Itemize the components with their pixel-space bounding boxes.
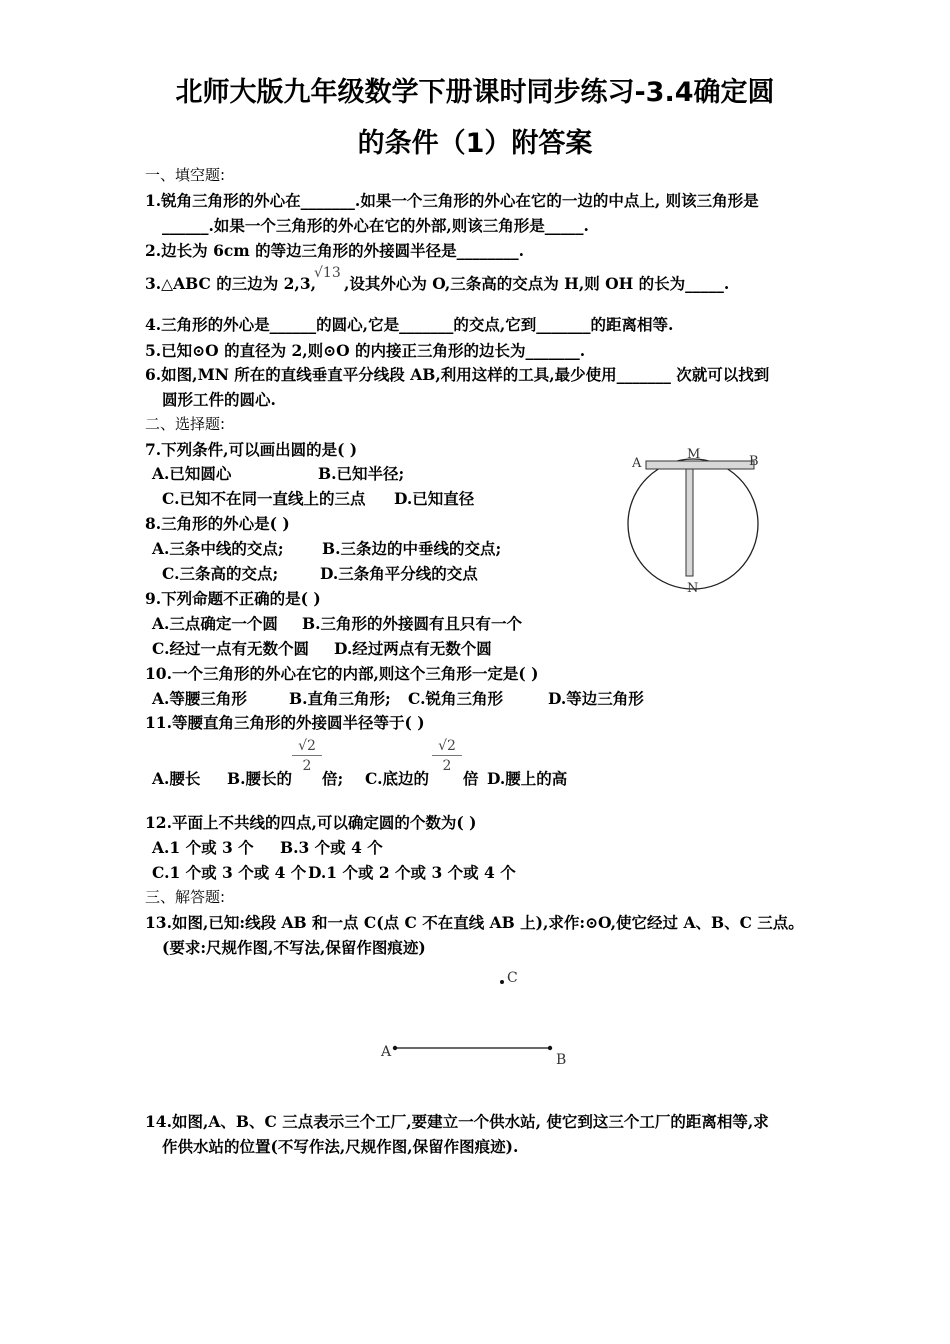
fraction-sqrt2-over-2: $\frac{√2}{2}$ bbox=[432, 738, 462, 774]
t-square-stem bbox=[686, 469, 693, 576]
q10-option-a: A.等腰三角形 bbox=[152, 689, 247, 708]
question-13-line1: 13.如图,已知:线段 AB 和一点 C(点 C 不在直线 AB 上),求作:⊙O,使它经过 A、B、C 三点。 bbox=[145, 913, 804, 932]
figure-segment-ab-point-c bbox=[375, 962, 575, 1072]
q12-option-c: C.1 个或 3 个或 4 个 bbox=[152, 863, 307, 882]
q9-option-a: A.三点确定一个圆 bbox=[152, 614, 278, 633]
q8-option-d: D.三条角平分线的交点 bbox=[320, 564, 478, 583]
figure1-label-a: A bbox=[632, 456, 642, 471]
q12-option-d: D.1 个或 2 个或 3 个或 4 个 bbox=[308, 863, 516, 882]
question-12: 12.平面上不共线的四点,可以确定圆的个数为( ) bbox=[145, 813, 477, 832]
question-4: 4.三角形的外心是______的圆心,它是_______的交点,它到_______的距离相等. bbox=[145, 315, 674, 334]
figure2-label-c: C bbox=[507, 970, 518, 986]
figure1-label-b: B bbox=[749, 454, 759, 469]
question-13-line2: (要求:尺规作图,不写法,保留作图痕迹) bbox=[162, 938, 426, 957]
question-10: 10.一个三角形的外心在它的内部,则这个三角形一定是( ) bbox=[145, 664, 539, 683]
q11-option-c: C.底边的 bbox=[365, 769, 429, 788]
q9-option-c: C.经过一点有无数个圆 bbox=[152, 639, 309, 658]
q11-option-a: A.腰长 bbox=[152, 769, 201, 788]
q12-option-a: A.1 个或 3 个 bbox=[152, 838, 254, 857]
figure2-label-a: A bbox=[381, 1044, 392, 1060]
figure1-label-n: N bbox=[687, 581, 699, 596]
question-6-line1: 6.如图,MN 所在的直线垂直平分线段 AB,利用这样的工具,最少使用_______ 次就可以找到 bbox=[145, 365, 770, 384]
q12-option-b: B.3 个或 4 个 bbox=[280, 838, 383, 857]
question-8: 8.三角形的外心是( ) bbox=[145, 514, 290, 533]
question-3-start: 3.△ABC 的三边为 2,3, bbox=[145, 274, 317, 293]
q10-option-c: C.锐角三角形 bbox=[408, 689, 503, 708]
q8-option-c: C.三条高的交点; bbox=[162, 564, 279, 583]
q10-option-d: D.等边三角形 bbox=[548, 689, 644, 708]
section-choice-heading: 二、选择题: bbox=[145, 415, 226, 433]
question-7: 7.下列条件,可以画出圆的是( ) bbox=[145, 440, 358, 459]
question-6-line2: 圆形工件的圆心. bbox=[162, 390, 276, 409]
figure-t-square-circle bbox=[620, 440, 770, 600]
q11-option-b: B.腰长的 bbox=[227, 769, 292, 788]
q8-option-a: A.三条中线的交点; bbox=[152, 539, 284, 558]
q9-option-b: B.三角形的外接圆有且只有一个 bbox=[302, 614, 522, 633]
q11-option-c-suffix: 倍 bbox=[463, 769, 479, 788]
figure2-label-b: B bbox=[556, 1052, 567, 1068]
question-11: 11.等腰直角三角形的外接圆半径等于( ) bbox=[145, 713, 425, 732]
q10-option-b: B.直角三角形; bbox=[289, 689, 391, 708]
question-1-line1: 1.锐角三角形的外心在_______.如果一个三角形的外心在它的一边的中点上, 则该三角形是 bbox=[145, 191, 759, 210]
section-solve-heading: 三、解答题: bbox=[145, 888, 226, 906]
question-14-line1: 14.如图,A、B、C 三点表示三个工厂,要建立一个供水站, 使它到这三个工厂的距离相等,求 bbox=[145, 1112, 769, 1131]
fraction-sqrt2-over-2: $\frac{√2}{2}$ bbox=[292, 738, 322, 774]
t-square-crossbar bbox=[646, 461, 754, 469]
q7-option-a: A.已知圆心 bbox=[152, 464, 232, 483]
sqrt-13: √13 bbox=[314, 265, 341, 281]
question-1-line2: ______.如果一个三角形的外心在它的外部,则该三角形是_____. bbox=[162, 216, 589, 235]
question-3-end: ,设其外心为 O,三条高的交点为 H,则 OH 的长为_____. bbox=[344, 274, 730, 293]
point-a bbox=[393, 1046, 397, 1050]
q7-option-d: D.已知直径 bbox=[394, 489, 475, 508]
question-5: 5.已知⊙O 的直径为 2,则⊙O 的内接正三角形的边长为_______. bbox=[145, 341, 586, 360]
page-title-line2: 的条件（1）附答案 bbox=[357, 128, 593, 159]
figure1-label-m: M bbox=[687, 447, 701, 462]
q11-option-d: D.腰上的高 bbox=[487, 769, 568, 788]
page-title-line1: 北师大版九年级数学下册课时同步练习-3.4确定圆 bbox=[175, 77, 775, 108]
q8-option-b: B.三条边的中垂线的交点; bbox=[322, 539, 502, 558]
question-14-line2: 作供水站的位置(不写作法,尺规作图,保留作图痕迹). bbox=[162, 1137, 519, 1156]
question-9: 9.下列命题不正确的是( ) bbox=[145, 589, 321, 608]
q9-option-d: D.经过两点有无数个圆 bbox=[334, 639, 492, 658]
q11-option-b-suffix: 倍; bbox=[322, 769, 344, 788]
point-b bbox=[548, 1046, 552, 1050]
question-2: 2.边长为 6cm 的等边三角形的外接圆半径是________. bbox=[145, 241, 524, 260]
point-c bbox=[500, 980, 504, 984]
q7-option-c: C.已知不在同一直线上的三点 bbox=[162, 489, 366, 508]
section-fill-heading: 一、填空题: bbox=[145, 166, 226, 184]
q7-option-b: B.已知半径; bbox=[318, 464, 405, 483]
